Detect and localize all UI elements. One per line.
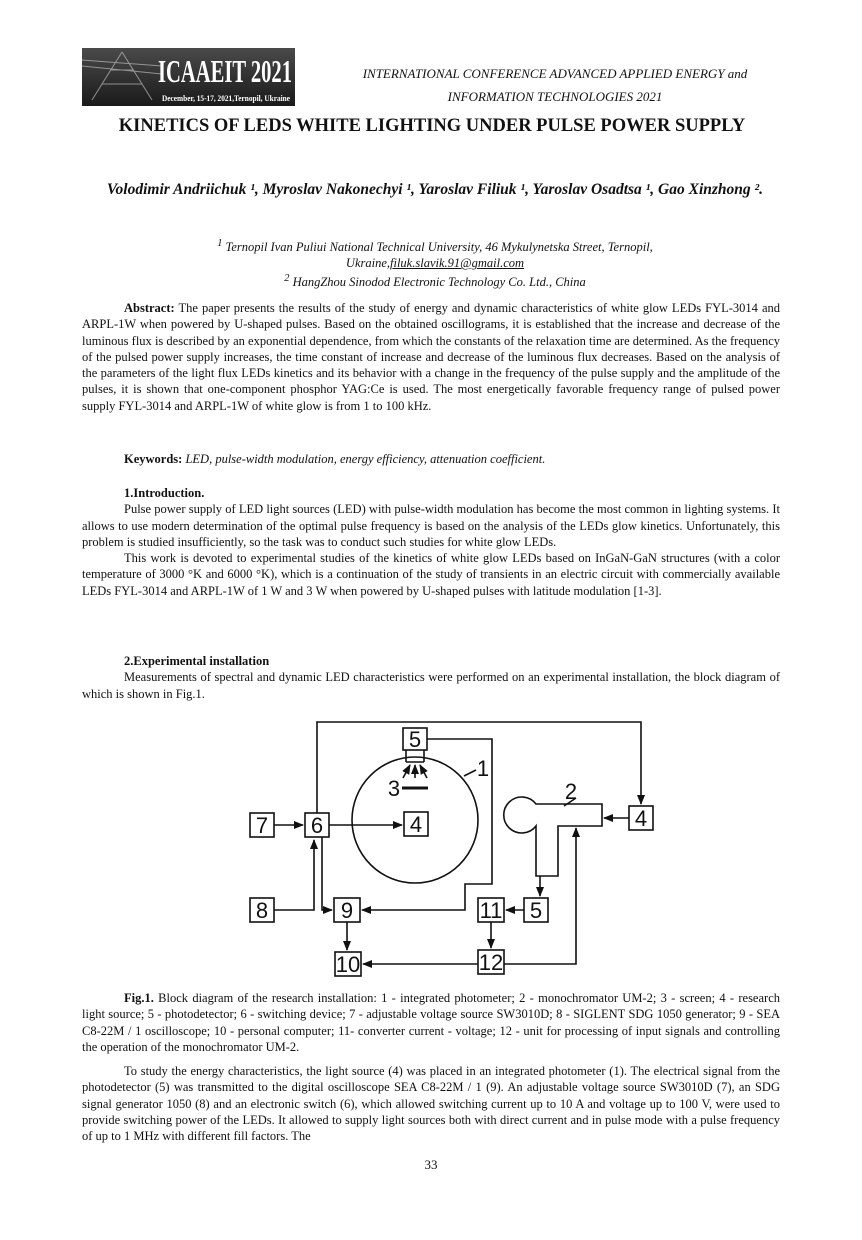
conference-line-2: INFORMATION TECHNOLOGIES 2021 — [447, 89, 663, 104]
abstract-label: Abstract: — [124, 301, 175, 315]
figure-caption-text: Block diagram of the research installation: 1 - integrated photometer; 2 - monochromator UM-2; 3 - screen; 4 - research light source; 5 - photodetector; 6 - switching device; 7 - adjustable voltage source SW3010D; 8 - SIGLENT SDG 1050 generator; 9 - SEA C8-22M / 1 oscilloscope; 10 - personal computer; 11- converter current - voltage; 12 - unit for processing of input signals and controlling the operation of the monochromator UM-2. — [82, 991, 780, 1054]
affiliation-2-mark: 2 — [284, 273, 290, 285]
abstract — [82, 300, 780, 414]
label-processing-unit: 12 — [478, 950, 504, 975]
affiliation-1 — [150, 236, 720, 271]
label-generator: 8 — [255, 898, 269, 923]
label-converter: 11 — [479, 898, 503, 923]
logo-subtitle: December, 15-17, 2021,Ternopil, Ukraine — [162, 93, 291, 103]
section-experimental — [82, 653, 780, 702]
section-1-paragraph-2: This work is devoted to experimental studies of the kinetics of white glow LEDs based on InGaN-GaN structures (with a color temperature of 3000 °K and 6000 °K), which is a continuation of the study of transients in an electric circuit with commercially available LEDs FYL-3014 and ARPL-1W of 1 W and 3 W when powered by U-shaped pulses with latitude modulation [1-3]. — [82, 551, 780, 598]
logo-title: ICAAEIT 2021 — [158, 53, 292, 89]
section-1-paragraph-1: Pulse power supply of LED light sources (LED) with pulse-width modulation has become the most common in lighting systems. It allows to use modern determination of the optimal pulse frequency is based on the analysis of the LEDs glow kinetics. Unfortunately, this problem is studied insufficiently, so the task was to conduct such studies for white glow LEDs. — [82, 502, 780, 549]
label-voltage-source: 7 — [255, 813, 269, 838]
label-light-source-right: 4 — [634, 806, 648, 831]
body-paragraph-text: To study the energy characteristics, the light source (4) was placed in an integrated photometer (1). The electrical signal from the photodetector (5) was transmitted to the digital oscilloscope SEA C8-22M / 1 (9). An adjustable voltage source SW3010D (7), an SDG signal generator 1050 (8) and an electronic switch (6), which allowed switching current up to 10 A and voltage up to 100 V, were used to provide switching power of the LEDs. It allowed to supply light sources both with direct current and in pulse mode with a pulse frequency of up to 1 MHz with different fill factors. The — [82, 1064, 780, 1144]
label-photometer: 1 — [476, 756, 490, 781]
label-oscilloscope: 9 — [340, 898, 354, 923]
paper-title: KINETICS OF LEDS WHITE LIGHTING UNDER PULSE POWER SUPPLY — [118, 116, 746, 136]
section-1-heading: 1.Introduction. — [124, 486, 205, 500]
page-number: 33 — [424, 1157, 438, 1172]
affiliation-2 — [150, 271, 720, 290]
affiliation-2-text: HangZhou Sinodod Electronic Technology Co. Ltd., China — [289, 275, 586, 290]
affiliations — [150, 236, 720, 290]
label-computer: 10 — [335, 952, 361, 977]
conference-line-1: INTERNATIONAL CONFERENCE ADVANCED APPLIED ENERGY and — [362, 66, 748, 81]
keywords-label: Keywords: — [124, 452, 183, 466]
conference-header — [300, 62, 810, 108]
monochromator — [504, 797, 602, 876]
label-photodetector-right: 5 — [529, 898, 543, 923]
affiliation-1-mark: 1 — [217, 238, 223, 249]
section-2-paragraph-1: Measurements of spectral and dynamic LED characteristics were performed on an experimental installation, the block diagram of which is shown in Fig.1. — [82, 670, 780, 701]
figure-caption — [82, 990, 780, 1055]
label-screen: 3 — [387, 776, 401, 801]
abstract-text: The paper presents the results of the study of energy and dynamic characteristics of white glow LEDs FYL-3014 and ARPL-1W when powered by U-shaped pulses. Based on the obtained oscillograms, it is established that the increase and decrease of the luminous flux is described by an exponential dependence, from which the constants of the relaxation time are determined. As the frequency of the pulsed power supply increases, the time constant of increase and decrease of the luminous flux decreases. Based on the analysis of the parameters of the light flux LEDs kinetics and its behavior with a change in the frequency of the pulse supply and the amplitude of the pulses, it is shown that one-component phosphor YAG:Ce is used. The most energetically favorable frequency range of pulsed power supply FYL-3014 and ARPL-1W of white glow is from 1 to 100 kHz. — [82, 301, 780, 413]
label-photodetector-top: 5 — [408, 727, 422, 752]
body-paragraph — [82, 1063, 780, 1144]
keywords-text: LED, pulse-width modulation, energy efficiency, attenuation coefficient. — [182, 452, 546, 466]
block-diagram — [240, 718, 660, 980]
label-light-source: 4 — [409, 812, 423, 837]
affiliation-1-text: Ternopil Ivan Puliui National Technical University, 46 Mykulynetska Street, Ternopil, Ukraine, — [222, 240, 653, 271]
label-switching-device: 6 — [310, 813, 324, 838]
label-monochromator: 2 — [564, 779, 578, 804]
keywords — [82, 451, 780, 467]
author-list: Volodimir Andriichuk ¹, Myroslav Nakonechyi ¹, Yaroslav Filiuk ¹, Yaroslav Osadtsa ¹, Gao Xinzhong ². — [106, 181, 764, 198]
author-email-link[interactable]: filuk.slavik.91@gmail.com — [390, 256, 525, 271]
figure-caption-label: Fig.1. — [124, 991, 154, 1005]
section-2-heading: 2.Experimental installation — [124, 654, 270, 668]
section-introduction — [82, 485, 780, 599]
conference-logo — [82, 48, 295, 106]
